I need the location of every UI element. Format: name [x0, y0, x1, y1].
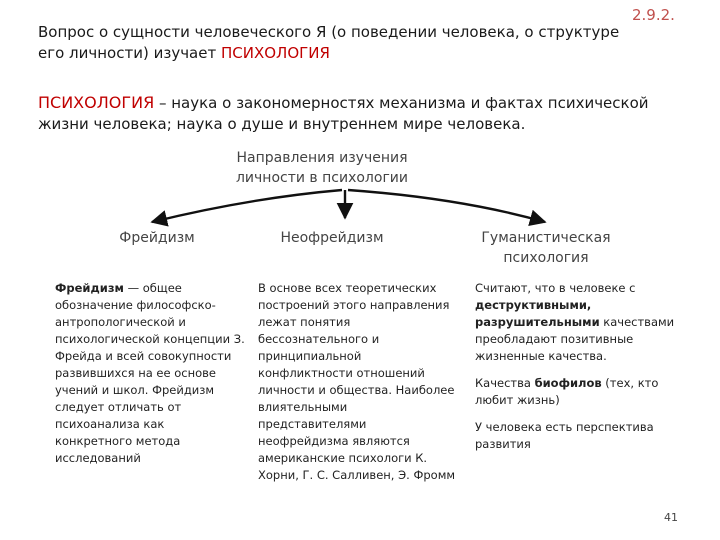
branch-freudism: Фрейдизм	[119, 230, 195, 246]
humanistic-p2-post: (тех, кто любит жизнь)	[475, 376, 659, 407]
branch-neofreudism: Неофрейдизм	[280, 230, 384, 246]
humanistic-p2	[475, 375, 693, 409]
neofreud-description: В основе всех теоретических построений этого направления лежат понятия бессознательного и принципиальной конфликтности отношений личности и общества. Наиболее влиятельными представителями неофрейдизма являются американские психологи К. Хорни, Г. С. Салливен, Э. Фромм	[258, 281, 456, 482]
branch-humanistic: Гуманистическая психология	[481, 230, 611, 266]
connector-left	[152, 190, 342, 222]
definition-term: ПСИХОЛОГИЯ	[38, 93, 155, 112]
humanistic-p1	[475, 280, 693, 365]
question-answer: ПСИХОЛОГИЯ	[220, 44, 330, 62]
humanistic-p2-pre: Качества	[475, 376, 535, 390]
humanistic-description	[475, 280, 693, 453]
slide-number: 2.9.2.	[632, 6, 675, 24]
page-number: 41	[664, 511, 678, 524]
humanistic-p1-pre: Считают, что в человеке с	[475, 281, 636, 295]
freud-text: — общее обозначение философско-антропологической и психологической концепции З. Фрейда и всей совокупности развившихся на ее основе учений и школ. Фрейдизм следует отличать от психоанализа как конкретного метода исследований	[55, 281, 245, 465]
freud-term: Фрейдизм	[55, 281, 124, 295]
diagram-center-title: Направления изучения личности в психологии	[235, 150, 408, 186]
connector-right	[348, 190, 545, 222]
humanistic-p3: У человека есть перспектива развития	[475, 420, 654, 451]
humanistic-p1-bold: деструктивными, разрушительными	[475, 298, 600, 329]
humanistic-p1-post: качествами преобладают позитивные жизненные качества.	[475, 315, 675, 363]
humanistic-p2-bold: биофилов	[534, 376, 602, 390]
freud-description	[55, 280, 245, 467]
question-body: Вопрос о сущности человеческого Я (о поведении человека, о структуре его личности) изучает	[38, 23, 620, 62]
definition-text: – наука о закономерностях механизма и фактах психической жизни человека; наука о душе и внутреннем мире человека.	[38, 94, 649, 133]
